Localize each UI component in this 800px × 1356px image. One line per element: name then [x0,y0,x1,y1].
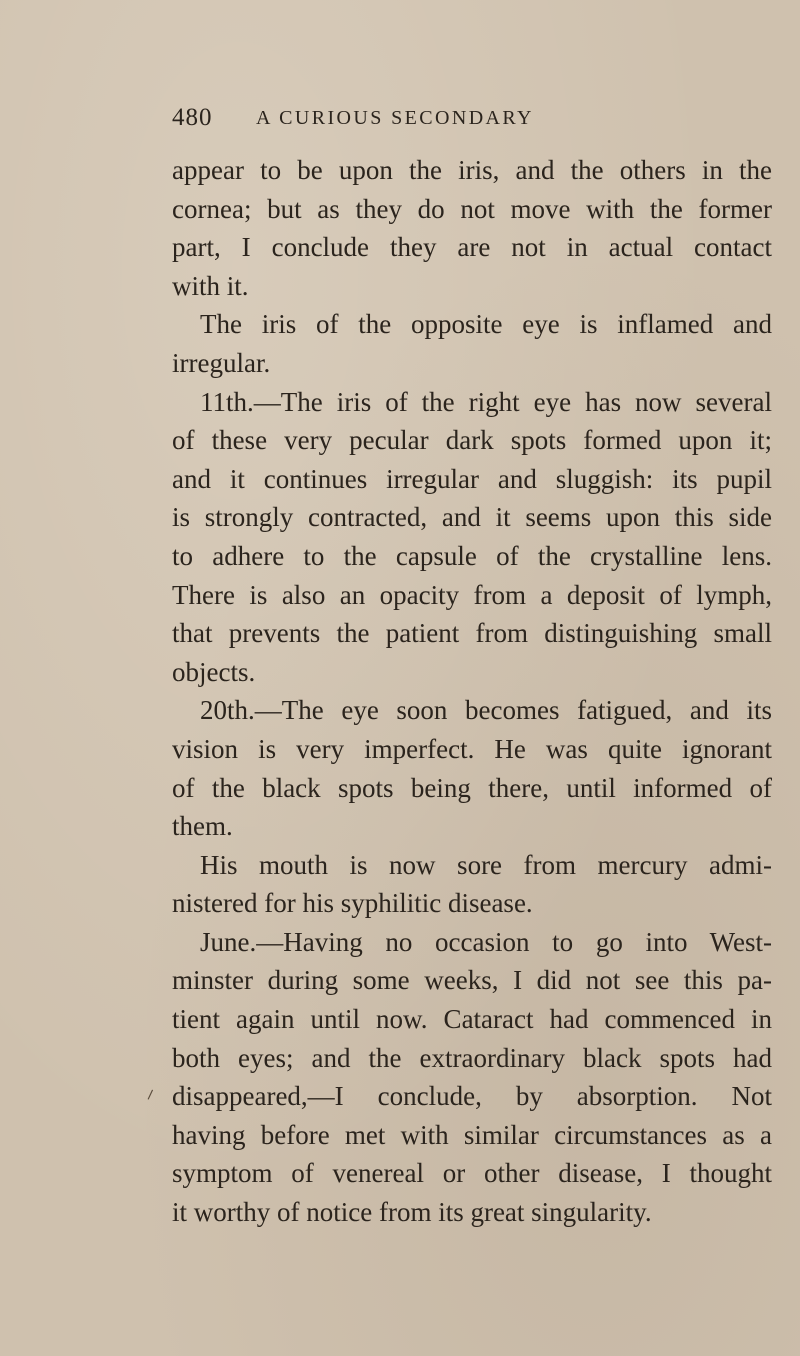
text-line: His mouth is now sore from mercury admi- [200,849,772,880]
text-line: of these very pecular dark spots formed upon it; [172,425,772,456]
text-line: objects. [172,656,256,687]
page-number: 480 [172,104,213,131]
text-line: There is also an opacity from a deposit of lymph, [172,579,772,610]
running-head [172,104,772,136]
body-text [172,151,772,1232]
text-line: vision is very imperfect. He was quite ignorant [172,733,772,764]
text-line: both eyes; and the extraordinary black spots had [172,1042,772,1073]
text-line: appear to be upon the iris, and the others in the [172,155,772,185]
text-line: tient again until now. Cataract had commenced in [172,1004,772,1035]
text-line: part, I conclude they are not in actual contact [172,232,772,263]
text-line: disappeared,—I conclude, by absorption. Not [172,1081,772,1112]
text-line: 11th.—The iris of the right eye has now several [200,386,772,417]
text-line: and it continues irregular and sluggish: its pupil [172,463,772,494]
text-line: having before met with similar circumstances as a [172,1119,772,1150]
text-line: nistered for his syphilitic disease. [172,888,533,919]
text-line: cornea; but as they do not move with the former [172,193,772,224]
text-line: it worthy of notice from its great singularity. [172,1197,652,1228]
text-line: symptom of venereal or other disease, I thought [172,1158,772,1189]
text-line: 20th.—The eye soon becomes fatigued, and its [200,695,772,726]
text-line: irregular. [172,347,271,378]
text-line: is strongly contracted, and it seems upon this side [172,502,772,533]
running-title: A CURIOUS SECONDARY [256,107,534,129]
text-line: them. [172,811,233,842]
text-line: The iris of the opposite eye is inflamed and [200,309,772,340]
text-line: with it. [172,270,249,301]
pencil-mark-icon: ⸍ [142,1085,162,1114]
text-line: that prevents the patient from distinguishing small [172,618,772,649]
text-line: June.—Having no occasion to go into West- [200,926,772,957]
text-line: to adhere to the capsule of the crystalline lens. [172,540,772,571]
text-line: minster during some weeks, I did not see this pa- [172,965,772,996]
text-line: of the black spots being there, until informed of [172,772,772,803]
